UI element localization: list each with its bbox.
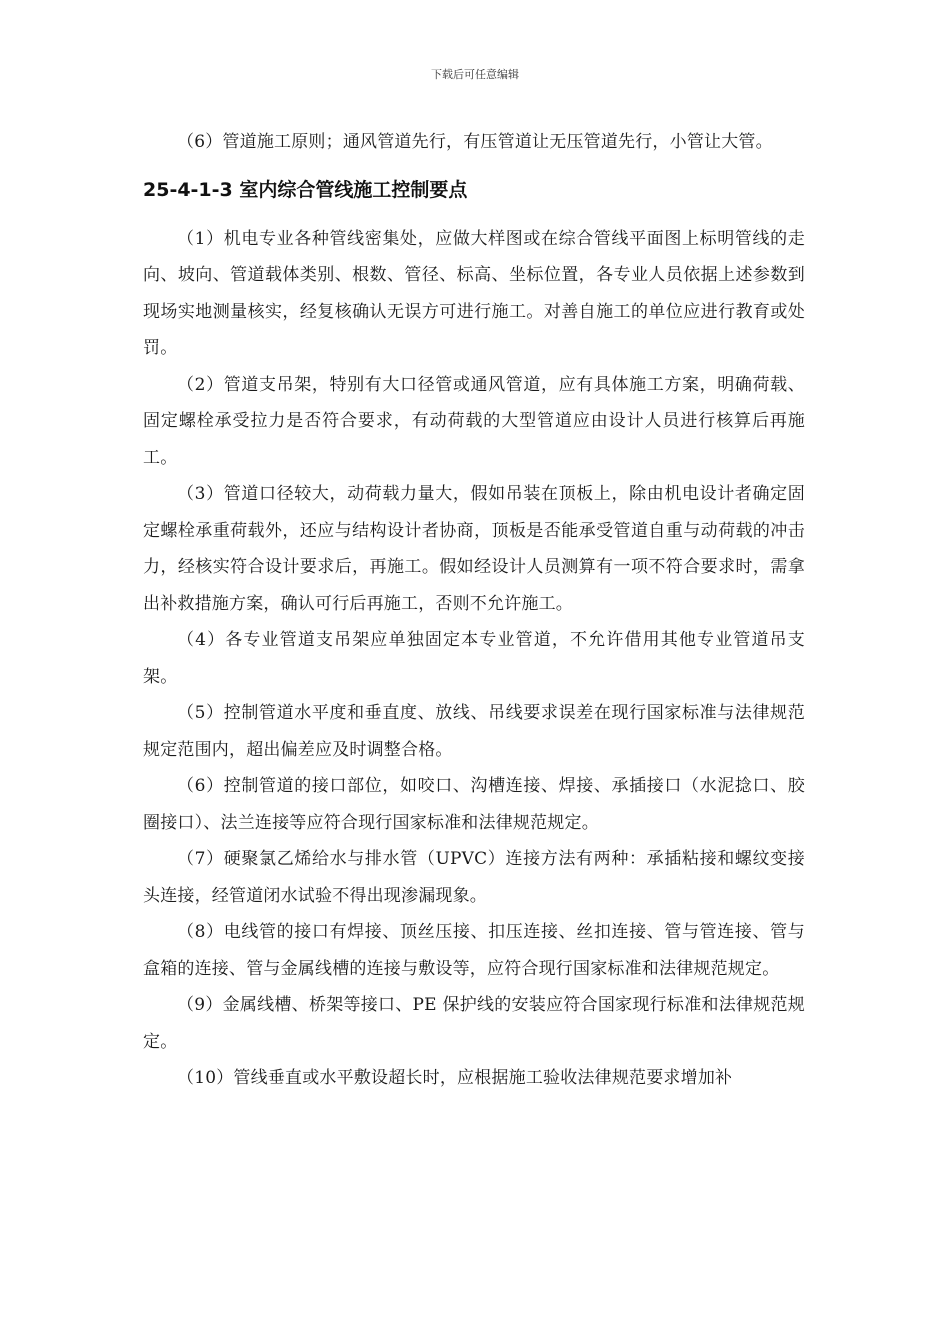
paragraph-3: （3）管道口径较大，动荷载力量大，假如吊装在顶板上，除由机电设计者确定固定螺栓承重荷载外，还应与结构设计者协商，顶板是否能承受管道自重与动荷载的冲击力，经核实符合设计要求后，再施工。假如经设计人员测算有一项不符合要求时，需拿出补救措施方案，确认可行后再施工，否则不允许施工。: [143, 484, 805, 614]
paragraph-8: （8）电线管的接口有焊接、顶丝压接、扣压连接、丝扣连接、管与管连接、管与盒箱的连接、管与金属线槽的连接与敷设等，应符合现行国家标准和法律规范规定。: [143, 922, 805, 979]
paragraph-7: （7）硬聚氯乙烯给水与排水管（UPVC）连接方法有两种：承插粘接和螺纹变接头连接，经管道闭水试验不得出现渗漏现象。: [143, 849, 805, 906]
paragraph-9: （9）金属线槽、桥架等接口、PE 保护线的安装应符合国家现行标准和法律规范规定。: [143, 995, 805, 1052]
page-header: 下载后可任意编辑: [431, 68, 519, 81]
paragraph-2: （2）管道支吊架，特别有大口径管或通风管道，应有具体施工方案，明确荷载、固定螺栓承受拉力是否符合要求，有动荷载的大型管道应由设计人员进行核算后再施工。: [143, 374, 805, 468]
paragraph-4: （4）各专业管道支吊架应单独固定本专业管道，不允许借用其他专业管道吊支架。: [143, 630, 805, 687]
paragraph-5: （5）控制管道水平度和垂直度、放线、吊线要求误差在现行国家标准与法律规范规定范围内，超出偏差应及时调整合格。: [143, 703, 805, 760]
document-body: [143, 124, 805, 1097]
paragraph-10: （10）管线垂直或水平敷设超长时，应根据施工验收法律规范要求增加补: [177, 1068, 733, 1088]
paragraph-6: （6）控制管道的接口部位，如咬口、沟槽连接、焊接、承插接口（水泥捻口、胶圈接口）、法兰连接等应符合现行国家标准和法律规范规定。: [143, 776, 805, 833]
paragraph-1: （1）机电专业各种管线密集处，应做大样图或在综合管线平面图上标明管线的走向、坡向、管道载体类别、根数、管径、标高、坐标位置，各专业人员依据上述参数到现场实地测量核实，经复核确认无误方可进行施工。对善自施工的单位应进行教育或处罚。: [143, 228, 805, 358]
section-heading: 25-4-1-3 室内综合管线施工控制要点: [143, 178, 468, 201]
intro-paragraph: （6）管道施工原则；通风管道先行，有压管道让无压管道先行，小管让大管。: [177, 132, 773, 152]
